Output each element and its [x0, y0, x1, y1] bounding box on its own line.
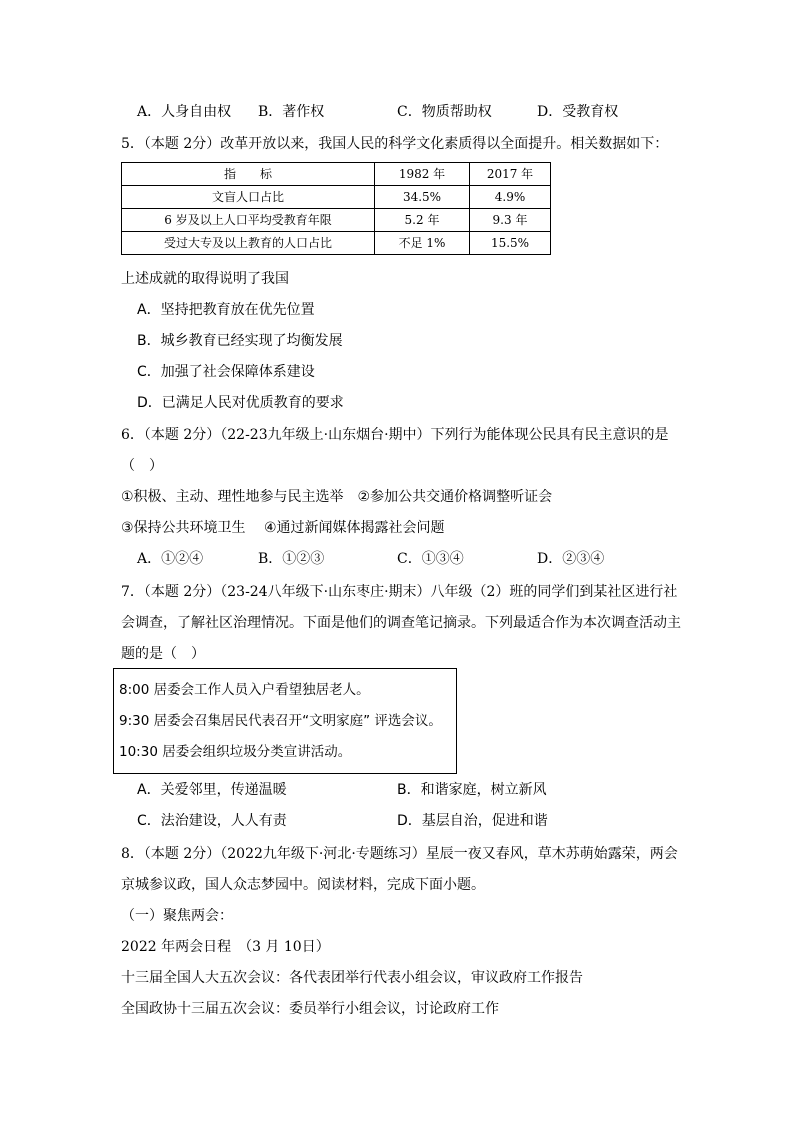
q4-option-a: A．人身自由权 [137, 104, 232, 120]
q7-note-1: 8:00 居委会工作人员入户看望独居老人。 [119, 682, 370, 698]
q7-stem-line-2: 会调查，了解社区治理情况。下面是他们的调查笔记摘录。下列最适合作为本次调查活动主 [121, 615, 681, 631]
table-row [122, 232, 551, 255]
table-cell: 不足 1% [375, 232, 470, 255]
q7-note-3: 10:30 居委会组织垃圾分类宣讲活动。 [119, 744, 352, 760]
q8-schedule-title: 2022 年两会日程 （3 月 10日） [121, 939, 330, 955]
q7-option-c: C．法治建设，人人有责 [137, 813, 287, 829]
table-cell: 6 岁及以上人口平均受教育年限 [122, 209, 375, 232]
table-header-2017: 2017 年 [470, 163, 551, 186]
q6-answer-blank: （ ） [121, 458, 163, 474]
table-row [122, 186, 551, 209]
q6-option-c: C．①③④ [397, 551, 464, 567]
table-header-1982: 1982 年 [375, 163, 470, 186]
q6-stem: 6．（本题 2分）（22-23九年级上·山东烟台·期中）下列行为能体现公民具有民主意识的是 [121, 427, 669, 443]
q8-section-heading: （一）聚焦两会： [121, 908, 233, 924]
q5-option-b: B．城乡教育已经实现了均衡发展 [137, 333, 343, 349]
q7-survey-notes-box [113, 668, 457, 774]
q5-option-c: C．加强了社会保障体系建设 [137, 364, 315, 380]
table-cell: 受过大专及以上教育的人口占比 [122, 232, 375, 255]
q7-option-d: D．基层自治，促进和谐 [397, 813, 548, 829]
table-cell: 5.2 年 [375, 209, 470, 232]
table-header-row [122, 163, 551, 186]
table-cell: 15.5% [470, 232, 551, 255]
q8-stem-line-2: 京城参议政，国人众志梦园中。阅读材料，完成下面小题。 [121, 877, 485, 893]
q5-option-a: A．坚持把教育放在优先位置 [137, 302, 315, 318]
table-row [122, 209, 551, 232]
table-cell: 4.9% [470, 186, 551, 209]
q7-option-a: A．关爱邻里，传递温暖 [137, 782, 287, 798]
q8-schedule-line-2: 全国政协十三届五次会议：委员举行小组会议，讨论政府工作 [121, 1001, 499, 1017]
q6-option-a: A．①②④ [137, 551, 204, 567]
q8-stem-line-1: 8．（本题 2分）（2022九年级下·河北·专题练习）星辰一夜又春风，草木苏萌始露荣，两会 [121, 846, 678, 862]
table-cell: 9.3 年 [470, 209, 551, 232]
q5-option-d: D．已满足人民对优质教育的要求 [137, 395, 344, 411]
q5-data-table [121, 162, 551, 255]
q4-option-d: D．受教育权 [537, 104, 619, 120]
q6-items-line-2: ③保持公共环境卫生 ④通过新闻媒体揭露社会问题 [121, 520, 445, 536]
table-cell: 34.5% [375, 186, 470, 209]
q8-schedule-line-1: 十三届全国人大五次会议：各代表团举行代表小组会议，审议政府工作报告 [121, 970, 583, 986]
q6-option-b: B．①②③ [258, 551, 325, 567]
q7-stem-line-3: 题的是（ ） [121, 646, 205, 662]
q5-lead: 上述成就的取得说明了我国 [121, 271, 289, 287]
table-header-indicator: 指 标 [122, 163, 375, 186]
q7-stem-line-1: 7．（本题 2分）（23-24八年级下·山东枣庄·期末）八年级（2）班的同学们到某社区进行社 [121, 584, 678, 600]
q6-items-line-1: ①积极、主动、理性地参与民主选举 ②参加公共交通价格调整听证会 [121, 489, 553, 505]
q7-note-2: 9:30 居委会召集居民代表召开“文明家庭” 评选会议。 [119, 713, 442, 729]
q4-option-b: B．著作权 [258, 104, 325, 120]
table-cell: 文盲人口占比 [122, 186, 375, 209]
q5-stem: 5．（本题 2分）改革开放以来，我国人民的科学文化素质得以全面提升。相关数据如下： [121, 136, 669, 152]
q6-option-d: D．②③④ [537, 551, 605, 567]
q7-option-b: B．和谐家庭，树立新风 [397, 782, 547, 798]
q4-option-c: C．物质帮助权 [397, 104, 492, 120]
